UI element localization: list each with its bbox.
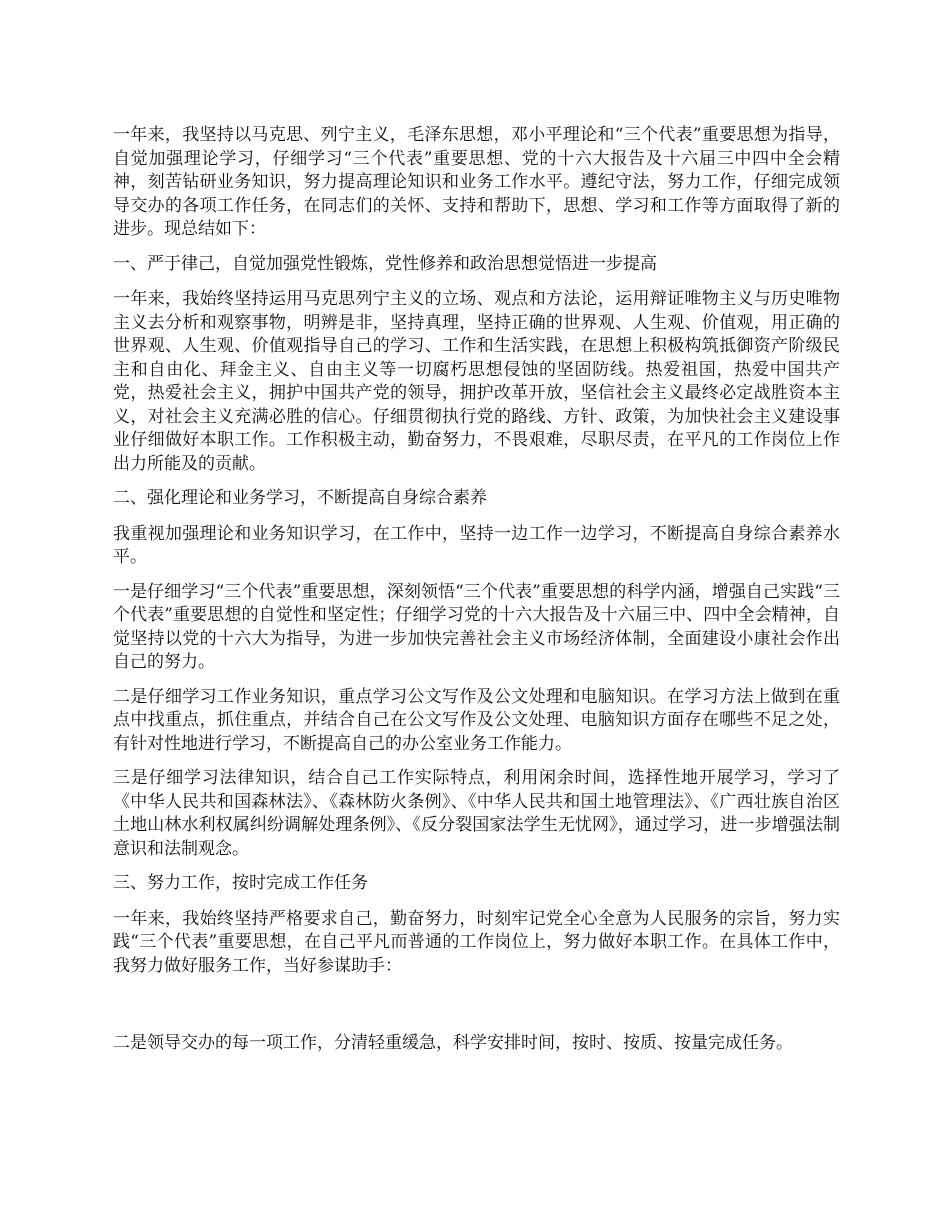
- document-body: [113, 124, 840, 1067]
- section-heading-2: 二、强化理论和业务学习，不断提高自身综合素养: [113, 488, 487, 508]
- intro-paragraph: 一年来，我坚持以马克思、列宁主义，毛泽东思想，邓小平理论和“三个代表”重要思想为指导，自觉加强理论学习，仔细学习“三个代表”重要思想、党的十六大报告及十六届三中四中全会精神，刻苦钻研业务知识，努力提高理论知识和业务工作水平。遵纪守法，努力工作，仔细完成领导交办的各项工作任务，在同志们的关怀、支持和帮助下，思想、学习和工作等方面取得了新的进步。现总结如下：: [113, 125, 840, 239]
- section-3-item-2-paragraph: 二是领导交办的每一项工作，分清轻重缓急，科学安排时间，按时、按质、按量完成任务。: [113, 1033, 793, 1053]
- section-1-paragraph: 一年来，我始终坚持运用马克思列宁主义的立场、观点和方法论，运用辩证唯物主义与历史唯物主义去分析和观察事物，明辨是非，坚持真理，坚持正确的世界观、人生观、价值观，用正确的世界观、人生观、价值观指导自己的学习、工作和生活实践，在思想上积极构筑抵御资产阶级民主和自由化、拜金主义、自由主义等一切腐朽思想侵蚀的坚固防线。热爱祖国，热爱中国共产党，热爱社会主义，拥护中国共产党的领导，拥护改革开放，坚信社会主义最终必定战胜资本主义，对社会主义充满必胜的信心。仔细贯彻执行党的路线、方针、政策，为加快社会主义建设事业仔细做好本职工作。工作积极主动，勤奋努力，不畏艰难，尽职尽责，在平凡的工作岗位上作出力所能及的贡献。: [113, 289, 840, 474]
- section-2-intro-paragraph: 我重视加强理论和业务知识学习，在工作中，坚持一边工作一边学习，不断提高自身综合素养水平。: [113, 523, 840, 567]
- section-2-item-2-paragraph: 二是仔细学习工作业务知识，重点学习公文写作及公文处理和电脑知识。在学习方法上做到在重点中找重点，抓住重点，并结合自己在公文写作及公文处理、电脑知识方面存在哪些不足之处，有针对性地进行学习，不断提高自己的办公室业务工作能力。: [113, 686, 840, 754]
- blank-gap: [113, 989, 840, 1032]
- section-2-item-1-paragraph: 一是仔细学习“三个代表”重要思想，深刻领悟“三个代表”重要思想的科学内涵，增强自己实践“三个代表”重要思想的自觉性和坚定性；仔细学习党的十六大报告及十六届三中、四中全会精神，自觉坚持以党的十六大为指导，为进一步加快完善社会主义市场经济体制，全面建设小康社会作出自己的努力。: [113, 581, 840, 672]
- section-3-paragraph: 一年来，我始终坚持严格要求自己，勤奋努力，时刻牢记党全心全意为人民服务的宗旨，努力实践“三个代表”重要思想，在自己平凡而普通的工作岗位上，努力做好本职工作。在具体工作中，我努力做好服务工作，当好参谋助手：: [113, 908, 840, 976]
- section-2-item-3-paragraph: 三是仔细学习法律知识，结合自己工作实际特点，利用闲余时间，选择性地开展学习，学习了《中华人民共和国森林法》、《森林防火条例》、《中华人民共和国土地管理法》、《广西壮族自治区土地山林水利权属纠纷调解处理条例》、《反分裂国家法学生无忧网》，通过学习，进一步增强法制意识和法制观念。: [113, 768, 840, 859]
- section-heading-1: 一、严于律己，自觉加强党性锻炼，党性修养和政治思想觉悟进一步提高: [113, 253, 657, 274]
- section-heading-3: 三、努力工作，按时完成工作任务: [113, 873, 368, 893]
